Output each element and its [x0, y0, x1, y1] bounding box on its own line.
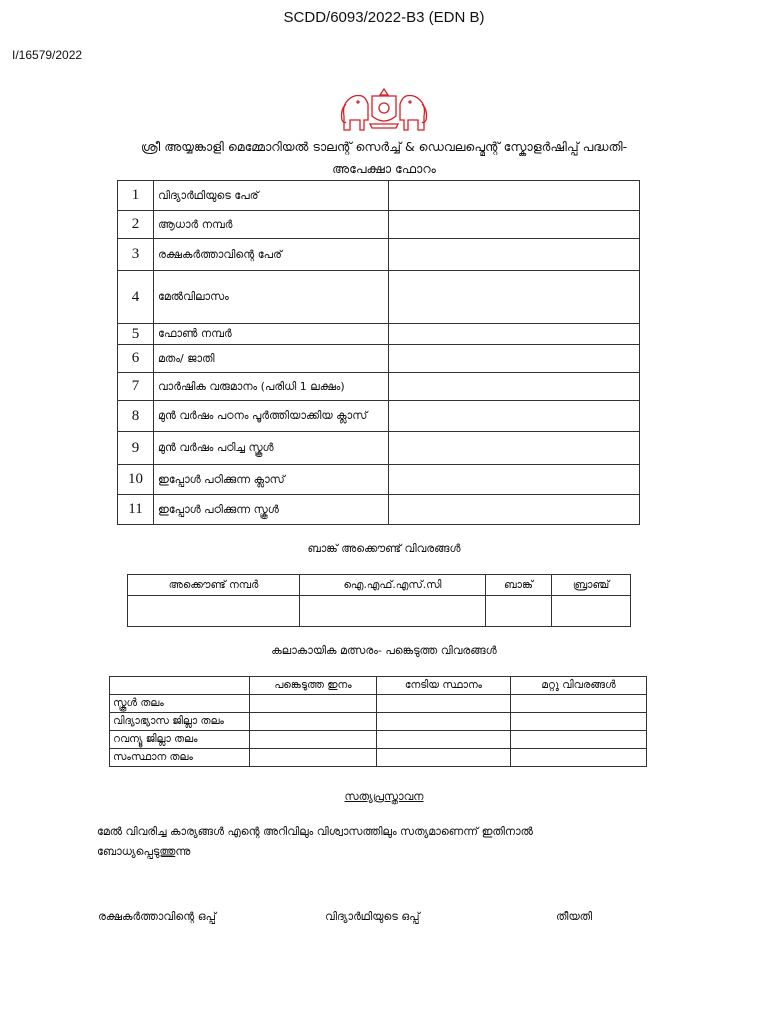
- row-label: വാർഷിക വരുമാനം (പരിധി 1 ലക്ഷം): [154, 373, 389, 401]
- arts-level-label: റവന്യൂ ജില്ലാ തലം: [110, 731, 250, 749]
- row-label: ആധാർ നമ്പർ: [154, 211, 389, 239]
- arts-header-position: നേടിയ സ്ഥാനം: [377, 677, 511, 695]
- kerala-state-emblem-icon: [336, 86, 432, 132]
- branch-field[interactable]: [552, 596, 631, 627]
- form-row: [118, 465, 640, 495]
- row-number: 1: [118, 181, 154, 211]
- form-row: [118, 401, 640, 432]
- arts-event-field[interactable]: [250, 713, 377, 731]
- arts-other-field[interactable]: [511, 695, 647, 713]
- student-signature-label: വിദ്യാർഥിയുടെ ഒപ്പ്: [325, 910, 420, 923]
- row-number: 8: [118, 401, 154, 432]
- arts-header-event: പങ്കെടുത്ത ഇനം: [250, 677, 377, 695]
- form-title-line2: അപേക്ഷാ ഫോറം: [332, 161, 436, 176]
- row-number: 11: [118, 495, 154, 525]
- form-row: [118, 495, 640, 525]
- document-number: SCDD/6093/2022-B3 (EDN B): [283, 9, 485, 26]
- row-input-field[interactable]: [389, 271, 640, 324]
- arts-event-field[interactable]: [250, 731, 377, 749]
- form-row: [118, 271, 640, 324]
- row-number: 3: [118, 239, 154, 271]
- form-row: [118, 211, 640, 239]
- guardian-signature-label: രക്ഷകർത്താവിന്റെ ഒപ്പ്: [98, 910, 216, 923]
- arts-position-field[interactable]: [377, 713, 511, 731]
- row-input-field[interactable]: [389, 211, 640, 239]
- row-label: രക്ഷകർത്താവിന്റെ പേര്: [154, 239, 389, 271]
- form-row: [118, 324, 640, 345]
- row-input-field[interactable]: [389, 432, 640, 465]
- row-number: 6: [118, 345, 154, 373]
- bank-header-branch: ബ്രാഞ്ച്: [552, 575, 631, 596]
- form-row: [118, 239, 640, 271]
- arts-event-field[interactable]: [250, 749, 377, 767]
- arts-row: [110, 695, 647, 713]
- row-input-field[interactable]: [389, 345, 640, 373]
- arts-sports-table: [109, 676, 647, 767]
- arts-level-label: സ്കൂൾ തലം: [110, 695, 250, 713]
- bank-section-title: ബാങ്ക് അക്കൌണ്ട് വിവരങ്ങൾ: [307, 542, 461, 555]
- row-number: 10: [118, 465, 154, 495]
- arts-position-field[interactable]: [377, 749, 511, 767]
- row-input-field[interactable]: [389, 181, 640, 211]
- form-row: [118, 181, 640, 211]
- declaration-line-2: ബോധ്യപ്പെടുത്തുന്നു: [97, 845, 191, 858]
- row-number: 2: [118, 211, 154, 239]
- arts-other-field[interactable]: [511, 749, 647, 767]
- application-form-table: [117, 180, 640, 525]
- arts-level-label: വിദ്യാഭ്യാസ ജില്ലാ തലം: [110, 713, 250, 731]
- arts-row: [110, 731, 647, 749]
- bank-details-table: [127, 574, 631, 627]
- row-input-field[interactable]: [389, 401, 640, 432]
- row-label: ഇപ്പോൾ പഠിക്കുന്ന സ്കൂൾ: [154, 495, 389, 525]
- row-input-field[interactable]: [389, 495, 640, 525]
- form-row: [118, 432, 640, 465]
- row-label: മുൻ വർഷം പഠിച്ച സ്കൂൾ: [154, 432, 389, 465]
- row-label: മതം/ ജാതി: [154, 345, 389, 373]
- arts-header-level: [110, 677, 250, 695]
- row-label: വിദ്യാർഥിയുടെ പേര്: [154, 181, 389, 211]
- ifsc-field[interactable]: [299, 596, 485, 627]
- arts-row: [110, 713, 647, 731]
- row-label: ഫോൺ നമ്പർ: [154, 324, 389, 345]
- row-input-field[interactable]: [389, 239, 640, 271]
- arts-position-field[interactable]: [377, 731, 511, 749]
- arts-level-label: സംസ്ഥാന തലം: [110, 749, 250, 767]
- date-label: തീയതി: [556, 910, 593, 923]
- bank-header-bank: ബാങ്ക്: [486, 575, 552, 596]
- arts-other-field[interactable]: [511, 713, 647, 731]
- declaration-heading: സത്യപ്രസ്താവന: [344, 790, 424, 803]
- account-number-field[interactable]: [128, 596, 300, 627]
- bank-header-account-number: അക്കൌണ്ട് നമ്പർ: [128, 575, 300, 596]
- row-number: 5: [118, 324, 154, 345]
- declaration-line-1: മേൽ വിവരിച്ച കാര്യങ്ങൾ എന്റെ അറിവിലും വിശ്വാസത്തിലും സത്യമാണെന്ന് ഇതിനാൽ: [97, 825, 533, 838]
- bank-name-field[interactable]: [486, 596, 552, 627]
- row-input-field[interactable]: [389, 324, 640, 345]
- bank-header-ifsc: ഐ.എഫ്.എസ്.സി: [299, 575, 485, 596]
- row-label: മേൽവിലാസം: [154, 271, 389, 324]
- file-number: I/16579/2022: [12, 48, 83, 62]
- arts-header-other: മറ്റു വിവരങ്ങൾ: [511, 677, 647, 695]
- row-input-field[interactable]: [389, 373, 640, 401]
- row-label: മുൻ വർഷം പഠനം പൂർത്തിയാക്കിയ ക്ലാസ്: [154, 401, 389, 432]
- declaration-text: [97, 822, 617, 862]
- row-number: 4: [118, 271, 154, 324]
- form-title-line1: ശ്രീ അയ്യങ്കാളി മെമ്മോറിയൽ ടാലന്റ് സെർച്ച് & ഡെവലപ്മെന്റ് സ്കോളർഷിപ്പ് പദ്ധതി-: [140, 139, 628, 154]
- row-number: 7: [118, 373, 154, 401]
- arts-other-field[interactable]: [511, 731, 647, 749]
- arts-row: [110, 749, 647, 767]
- arts-event-field[interactable]: [250, 695, 377, 713]
- row-label: ഇപ്പോൾ പഠിക്കുന്ന ക്ലാസ്: [154, 465, 389, 495]
- row-number: 9: [118, 432, 154, 465]
- form-row: [118, 345, 640, 373]
- form-row: [118, 373, 640, 401]
- row-input-field[interactable]: [389, 465, 640, 495]
- arts-section-title: കലാകായിക മത്സരം- പങ്കെടുത്ത വിവരങ്ങൾ: [271, 644, 497, 657]
- arts-position-field[interactable]: [377, 695, 511, 713]
